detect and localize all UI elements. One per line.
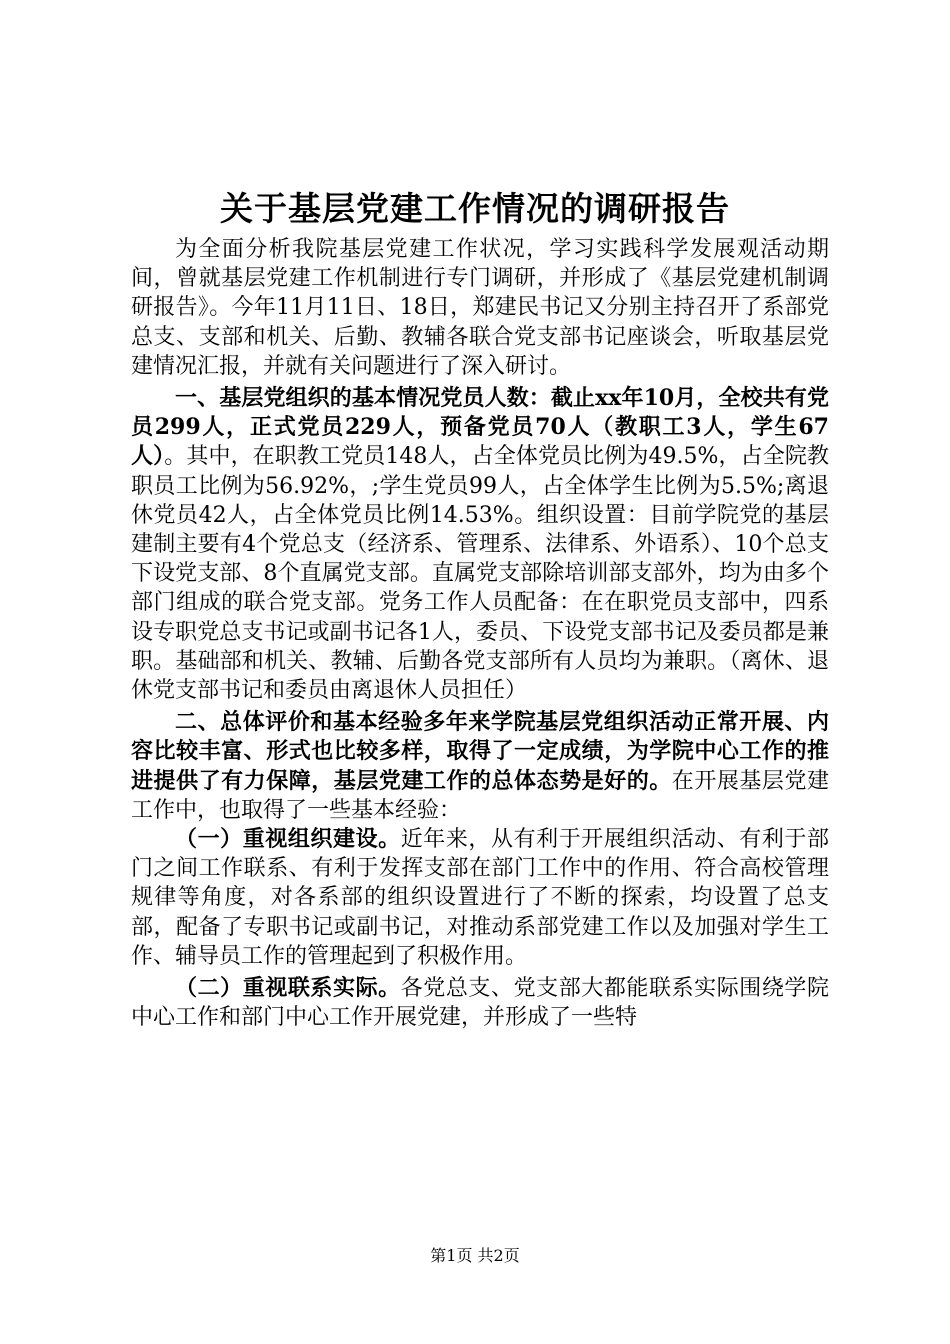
document-title: 关于基层党建工作情况的调研报告 [220,189,730,228]
item-2-text: 各党总支、党支部大都能联系实际围绕学院中心工作和部门中心工作开展党建，并形成了一些特 [131,976,829,1031]
section-2-text: 在开展基层党建工作中，也取得了一些基本经验： [131,768,829,823]
item-1-text: 近年来，从有利于开展组织活动、有利于部门之间工作联系、有利于发挥支部在部门工作中的作用、符合高校管理规律等角度，对各系部的组织设置进行了不断的探索，均设置了总支部，配备了专职书记或副书记，对推动系部党建工作以及加强对学生工作、辅导员工作的管理起到了积极作用。 [131,827,829,969]
section-2-paragraph [131,708,829,825]
page-footer: 第1页 共2页 [430,1246,520,1265]
section-2-heading: 二、总体评价和基本经验多年来学院基层党组织活动正常开展、内容比较丰富、形式也比较多样，取得了一定成绩，为学院中心工作的推进提供了有力保障，基层党建工作的总体态势是好的。 [131,709,829,794]
document-body [131,235,829,1032]
item-1-paragraph [131,825,829,971]
intro-paragraph: 为全面分析我院基层党建工作状况，学习实践科学发展观活动期间，曾就基层党建工作机制进行专门调研，并形成了《基层党建机制调研报告》。今年11月11日、18日，郑建民书记又分别主持召开了系部党总支、支部和机关、后勤、教辅各联合党支部书记座谈会，听取基层党建情况汇报，并就有关问题进行了深入研讨。 [131,237,829,379]
item-2-paragraph [131,974,829,1032]
item-2-heading: （二）重视联系实际。 [175,975,401,1002]
section-1-heading: 一、基层党组织的基本情况党员人数：截止xx年10月，全校共有党员299人，正式党员229人，预备党员70人（教职工3人，学生67人） [131,385,829,470]
section-1-text: 。其中，在职教工党员148人，占全体党员比例为49.5%，占全院教职员工比例为56.92%，;学生党员99人，占全体学生比例为5.5%;离退休党员42人，占全体党员比例14.53%。组织设置：目前学院党的基层建制主要有4个党总支（经济系、管理系、法律系、外语系）、10个总支下设党支部、8个直属党支部。直属党支部除培训部支部外，均为由多个部门组成的联合党支部。党务工作人员配备：在在职党员支部中，四系设专职党总支书记或副书记各1人，委员、下设党支部书记及委员都是兼职。基础部和机关、教辅、后勤各党支部所有人员均为兼职。（离休、退休党支部书记和委员由离退休人员担任） [131,444,829,704]
section-1-paragraph [131,384,829,705]
item-1-heading: （一）重视组织建设。 [175,826,401,853]
